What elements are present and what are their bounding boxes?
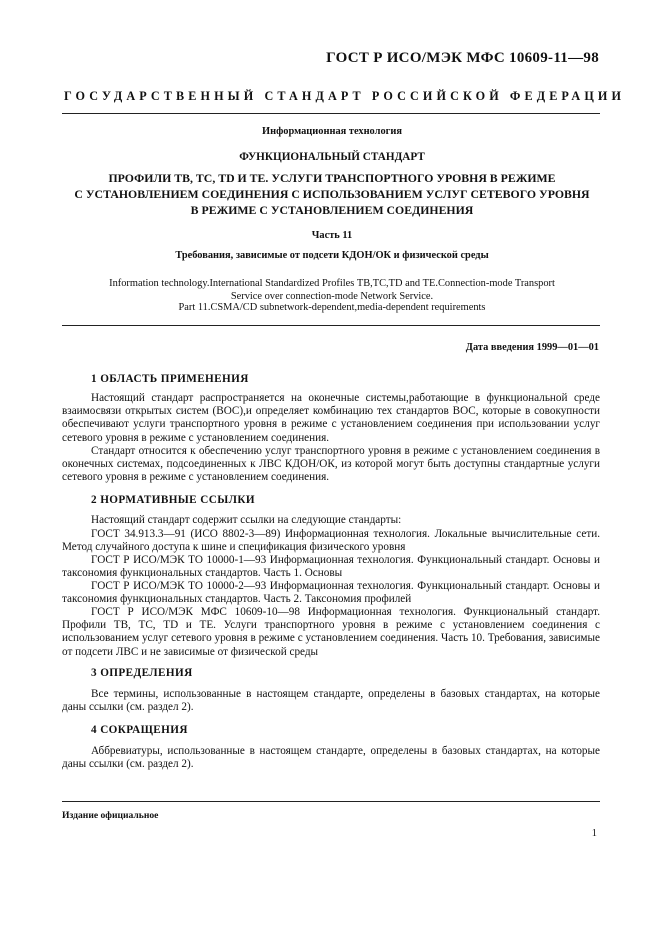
english-title-line-1: Information technology.International Standardized Profiles ТВ,ТС,TD and ТЕ.Connection-mode Transport xyxy=(109,278,555,289)
abbreviations-paragraph: Аббревиатуры, использованные в настоящем стандарте, определены в базовых стандартах, на которые даны ссылки (см. раздел 2). xyxy=(62,745,600,771)
header-divider xyxy=(62,113,600,114)
english-title-line-3: Part 11.CSMA/CD subnetwork-dependent,media-dependent requirements xyxy=(178,302,486,313)
reference-item: ГОСТ 34.913.3—91 (ИСО 8802-3—89) Информационная технология. Локальные вычислительные сети. Метод случайного доступа к шине и спецификация физического уровня xyxy=(62,528,600,554)
reference-item: ГОСТ Р ИСО/МЭК МФС 10609-10—98 Информационная технология. Функциональный стандарт. Профили ТВ, ТС, TD и ТЕ. Услуги транспортного уровня в режиме с установлением соединения с использованием услуг сетевого уровня в режиме с установлением соединения. Часть 10. Требования, зависимые от подсети ЛВС и не зависимые от физической среды xyxy=(62,606,600,658)
section-heading-references: 2 НОРМАТИВНЫЕ ССЫЛКИ xyxy=(91,494,255,506)
section-heading-abbreviations: 4 СОКРАЩЕНИЯ xyxy=(91,724,188,736)
official-edition-label: Издание официальное xyxy=(62,810,159,821)
reference-item: ГОСТ Р ИСО/МЭК ТО 10000-2—93 Информационная технология. Функциональный стандарт. Основы и таксономия функциональных стандартов. Часть 2. Таксономия профилей xyxy=(62,580,600,606)
document-code: ГОСТ Р ИСО/МЭК МФС 10609-11—98 xyxy=(326,50,599,66)
title-field: Информационная технология xyxy=(262,126,402,137)
state-standard-banner: ГОСУДАРСТВЕННЫЙ СТАНДАРТ РОССИЙСКОЙ ФЕДЕРАЦИИ xyxy=(64,89,626,103)
page-number: 1 xyxy=(591,828,597,839)
title-main-line-1: ПРОФИЛИ ТВ, ТС, TD И ТЕ. УСЛУГИ ТРАНСПОРТНОГО УРОВНЯ В РЕЖИМЕ xyxy=(108,171,556,185)
title-main-line-2: С УСТАНОВЛЕНИЕМ СОЕДИНЕНИЯ С ИСПОЛЬЗОВАНИЕМ УСЛУГ СЕТЕВОГО УРОВНЯ xyxy=(74,187,590,201)
english-title-line-2: Service over connection-mode Network Service. xyxy=(230,291,434,302)
section-heading-scope: 1 ОБЛАСТЬ ПРИМЕНЕНИЯ xyxy=(91,373,249,385)
title-part: Часть 11 xyxy=(311,230,353,241)
introduction-date: Дата введения 1999—01—01 xyxy=(465,342,599,353)
section-heading-definitions: 3 ОПРЕДЕЛЕНИЯ xyxy=(91,667,193,679)
scope-paragraph-2: Стандарт относится к обеспечению услуг транспортного уровня в режиме с установлением соединения в оконечных системах, подсоединенных к ЛВС КДОН/ОК, из которой могут быть доступны стандартные услуги сетевого уровня в режиме с установлением соединения. xyxy=(62,445,600,484)
title-kind: ФУНКЦИОНАЛЬНЫЙ СТАНДАРТ xyxy=(239,151,425,163)
definitions-paragraph: Все термины, использованные в настоящем стандарте, определены в базовых стандартах, на которые даны ссылки (см. раздел 2). xyxy=(62,688,600,714)
title-part-name: Требования, зависимые от подсети КДОН/ОК и физической среды xyxy=(175,250,489,261)
title-main-line-3: В РЕЖИМЕ С УСТАНОВЛЕНИЕМ СОЕДИНЕНИЯ xyxy=(190,203,474,217)
references-intro: Настоящий стандарт содержит ссылки на следующие стандарты: xyxy=(91,514,402,526)
reference-item: ГОСТ Р ИСО/МЭК ТО 10000-1—93 Информационная технология. Функциональный стандарт. Основы и таксономия функциональных стандартов. Часть 1. Основы xyxy=(62,554,600,580)
title-divider xyxy=(62,325,600,326)
scope-paragraph-1: Настоящий стандарт распространяется на оконечные системы,работающие в функциональной среде взаимосвязи открытых систем (ВОС),и определяет комбинацию тех стандартов ВОС, которые в совокупности обеспечивают услуги транспортного уровня в режиме с установлением соединения при использовании услуг сетевого уровня в режиме с установлением соединения. xyxy=(62,392,600,444)
footer-divider xyxy=(62,801,600,802)
